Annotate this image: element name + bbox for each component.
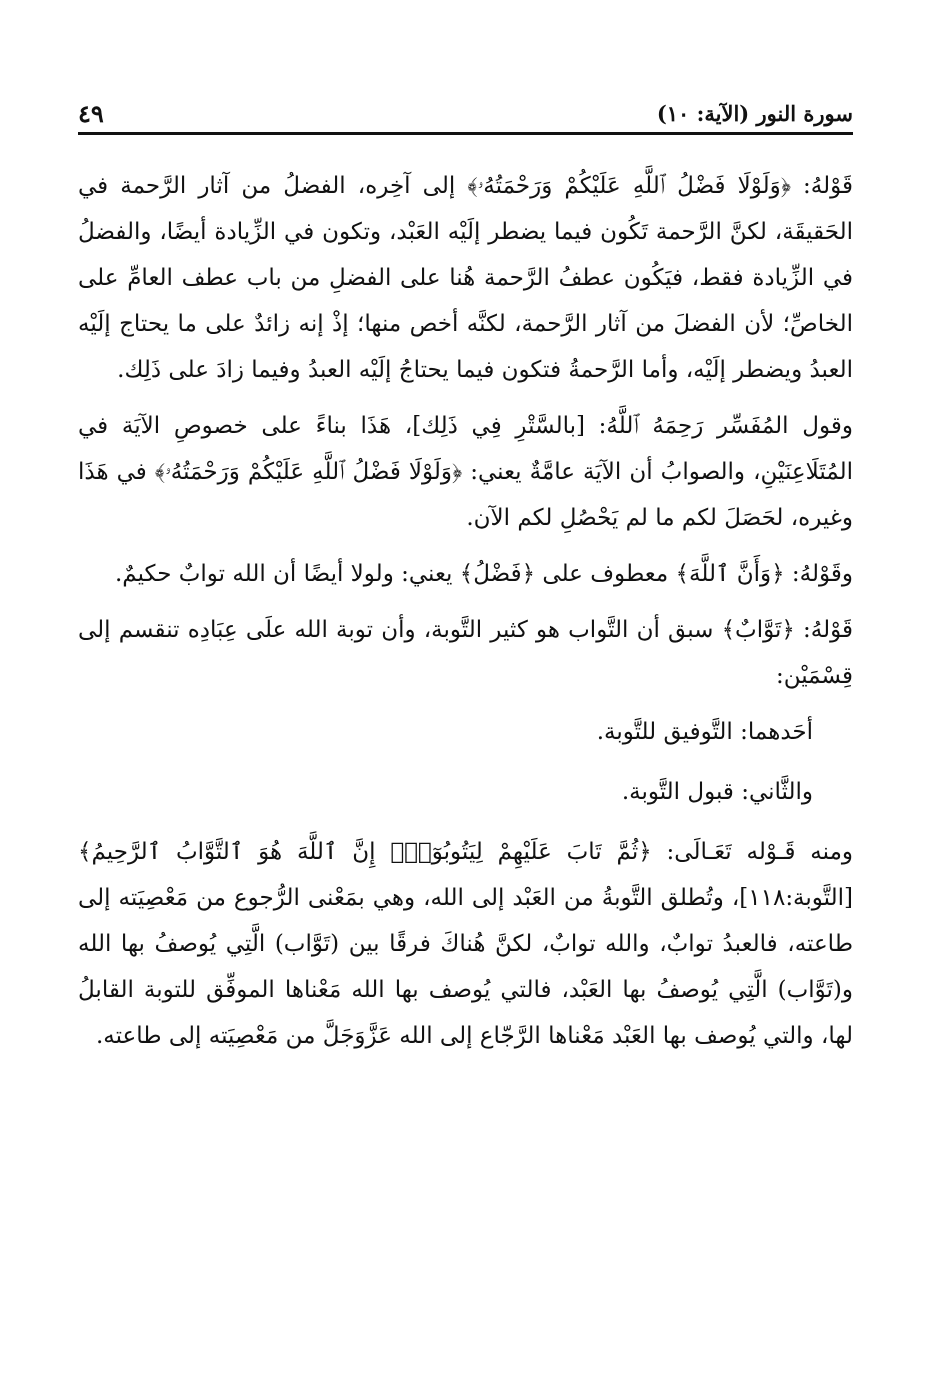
list-item-first: أحَدهما: التَّوفيق للتَّوبة. <box>596 719 813 745</box>
paragraph-grace-mercy: قَوْلهُ: ﴿وَلَوْلَا فَضْلُ ٱللَّهِ عَلَيْكُمْ وَرَحْمَتُهُۥ﴾ إلى آخِره، الفضلُ من آثار الرَّحمة في الحَقيقَة، لكنَّ الرَّحمة تَكُون فيما يضطر إلَيْه العَبْد، وتكون في الزِّيادة أيضًا، والفضلُ في الزِّيادة فقط، فيَكُون عطفُ الرَّحمة هُنا على الفضلِ من باب عطف العامِّ على الخاصِّ؛ لأن الفضلَ من آثار الرَّحمة، لكنَّه أخص منها؛ إذْ إنه زائدٌ على ما يحتاج إلَيْه العبدُ ويضطر إلَيْه، وأما الرَّحمةُ فتكون فيما يحتاجُ إلَيْه العبدُ وفيما زادَ على ذَلِك. <box>78 173 853 383</box>
running-head: سورة النور (الآية: ١٠) <box>656 101 853 126</box>
paragraph-commentator: وقول المُفَسِّر رَحِمَهُ ٱللَّهُ: [بالسَّتْرِ فِي ذَلِك]، هَذَا بناءً على خصوصِ الآيَة في المُتَلَاعِنَيْنِ، والصوابُ أن الآيَة عامَّةٌ يعني: ﴿وَلَوْلَا فَضْلُ ٱللَّهِ عَلَيْكُمْ وَرَحْمَتُهُۥ﴾ في هَذَا وغيره، لحَصَلَ لكم ما لم يَحْصُلِ لكم الآن. <box>78 413 853 531</box>
paragraph-verse-tawbah: ومنه قَـوْله تَعَـالَى: ﴿ثُمَّ تَابَ عَلَيْهِمْ لِيَتُوبُوٓاْۚ إِنَّ ٱللَّهَ هُوَ ٱلتَّوَّابُ ٱلرَّحِيمُ﴾ [التَّوبة:١١٨]، وتُطلق التَّوبةُ من العَبْد إلى الله، وهي بمَعْنى الرُّجوع من مَعْصِيَته إلى طاعته، فالعبدُ توابٌ، والله توابٌ، لكنَّ هُناكَ فرقًا بين (تَوَّاب) الَّتِي يُوصفُ بها الله و(تَوَّاب) الَّتِي يُوصفُ بها العَبْد، فالتي يُوصف بها الله مَعْناها الموفِّق للتوبة القابلُ لها، والتي يُوصف بها العَبْد مَعْناها الرَّجّاع إلى الله عَزَّوَجَلَّ من مَعْصِيَته إلى طاعته. <box>78 839 853 1049</box>
page-number: ٤٩ <box>78 99 104 128</box>
page-header <box>78 92 853 135</box>
list-item-second: والثَّاني: قبول التَّوبة. <box>621 779 813 805</box>
body-text <box>78 163 853 1069</box>
paragraph-and-that-allah: وقَوْلهُ: ﴿وَأَنَّ ٱللَّهَ﴾ معطوف على ﴿فَضْلُ﴾ يعني: ولولا أيضًا أن الله توابٌ حكيمٌ. <box>114 561 853 587</box>
paragraph-tawwab: قَوْلهُ: ﴿تَوَّابٌ﴾ سبق أن التَّواب هو كثير التَّوبة، وأن توبة الله علَى عِبَادِه تنقسم إلى قِسْمَيْن: <box>78 617 853 689</box>
